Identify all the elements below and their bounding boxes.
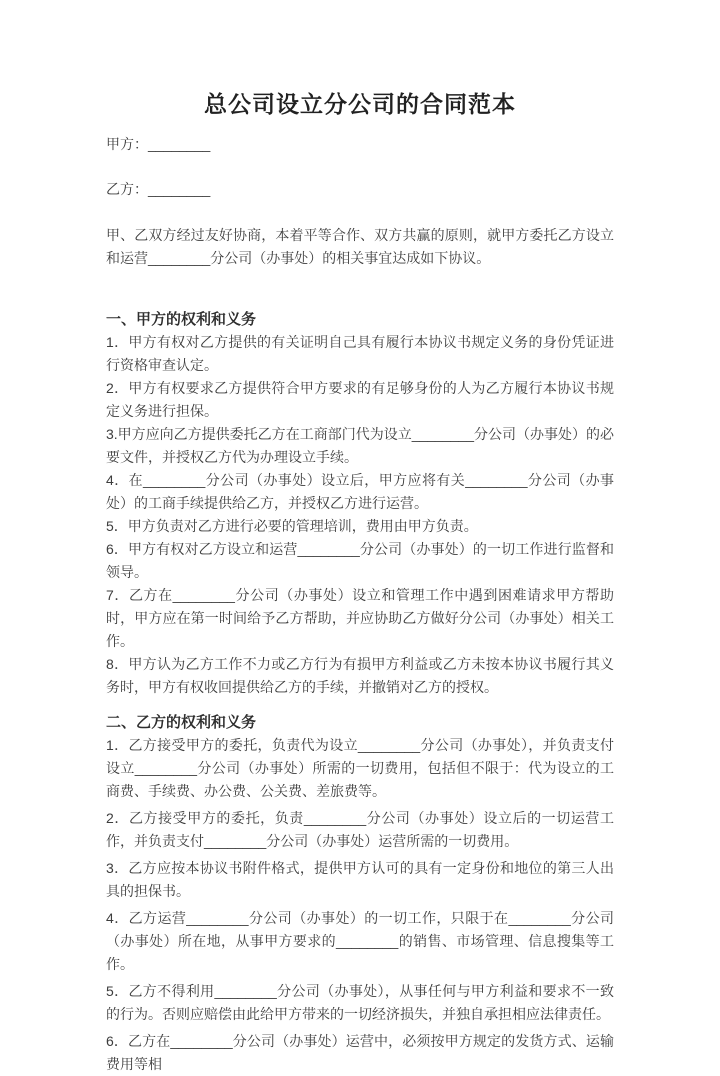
clause: 1．甲方有权对乙方提供的有关证明自己具有履行本协议书规定义务的身份凭证进行资格审查认定。 [106,334,614,373]
clause: 8．甲方认为乙方工作不力或乙方行为有损甲方利益或乙方未按本协议书履行其义务时，甲方有权收回提供给乙方的手续，并撤销对乙方的授权。 [106,656,614,695]
clause: 4．在________分公司（办事处）设立后，甲方应将有关________分公司（办事处）的工商手续提供给乙方，并授权乙方进行运营。 [106,472,614,511]
clause: 3.甲方应向乙方提供委托乙方在工商部门代为设立________分公司（办事处）的必要文件，并授权乙方代为办理设立手续。 [106,426,614,465]
clause: 5．甲方负责对乙方进行必要的管理培训，费用由甲方负责。 [106,518,478,534]
clause: 6．乙方在________分公司（办事处）运营中，必须按甲方规定的发货方式、运输费用等相 [106,1033,614,1072]
preamble-paragraph: 甲、乙双方经过友好协商，本着平等合作、双方共赢的原则，就甲方委托乙方设立和运营________分公司（办事处）的相关事宜达成如下协议。 [106,227,614,266]
section-party-a-rights [106,308,614,699]
section-party-b-rights [106,711,614,1076]
clause: 3．乙方应按本协议书附件格式，提供甲方认可的具有一定身份和地位的第三人出具的担保书。 [106,860,614,899]
party-b-line: 乙方：________ [106,181,211,197]
clause: 1．乙方接受甲方的委托，负责代为设立________分公司（办事处），并负责支付设立________分公司（办事处）所需的一切费用，包括但不限于：代为设立的工商费、手续费、办公费、公关费、差旅费等。 [106,737,614,799]
section-a-heading: 一、甲方的权利和义务 [106,311,257,328]
clause: 5．乙方不得利用________分公司（办事处），从事任何与甲方利益和要求不一致的行为。否则应赔偿由此给甲方带来的一切经济损失，并独自承担相应法律责任。 [106,983,614,1022]
clause: 2．甲方有权要求乙方提供符合甲方要求的有足够身份的人为乙方履行本协议书规定义务进行担保。 [106,380,614,419]
document-title: 总公司设立分公司的合同范本 [204,92,516,117]
clause: 6．甲方有权对乙方设立和运营________分公司（办事处）的一切工作进行监督和领导。 [106,541,614,580]
party-a-line: 甲方：________ [106,136,211,152]
clause: 7．乙方在________分公司（办事处）设立和管理工作中遇到困难请求甲方帮助时，甲方应在第一时间给予乙方帮助，并应协助乙方做好分公司（办事处）相关工作。 [106,587,614,649]
section-b-heading: 二、乙方的权利和义务 [106,714,257,731]
clause: 4．乙方运营________分公司（办事处）的一切工作，只限于在________分公司（办事处）所在地，从事甲方要求的________的销售、市场管理、信息搜集等工作。 [106,910,614,972]
clause: 2．乙方接受甲方的委托，负责________分公司（办事处）设立后的一切运营工作，并负责支付________分公司（办事处）运营所需的一切费用。 [106,810,614,849]
